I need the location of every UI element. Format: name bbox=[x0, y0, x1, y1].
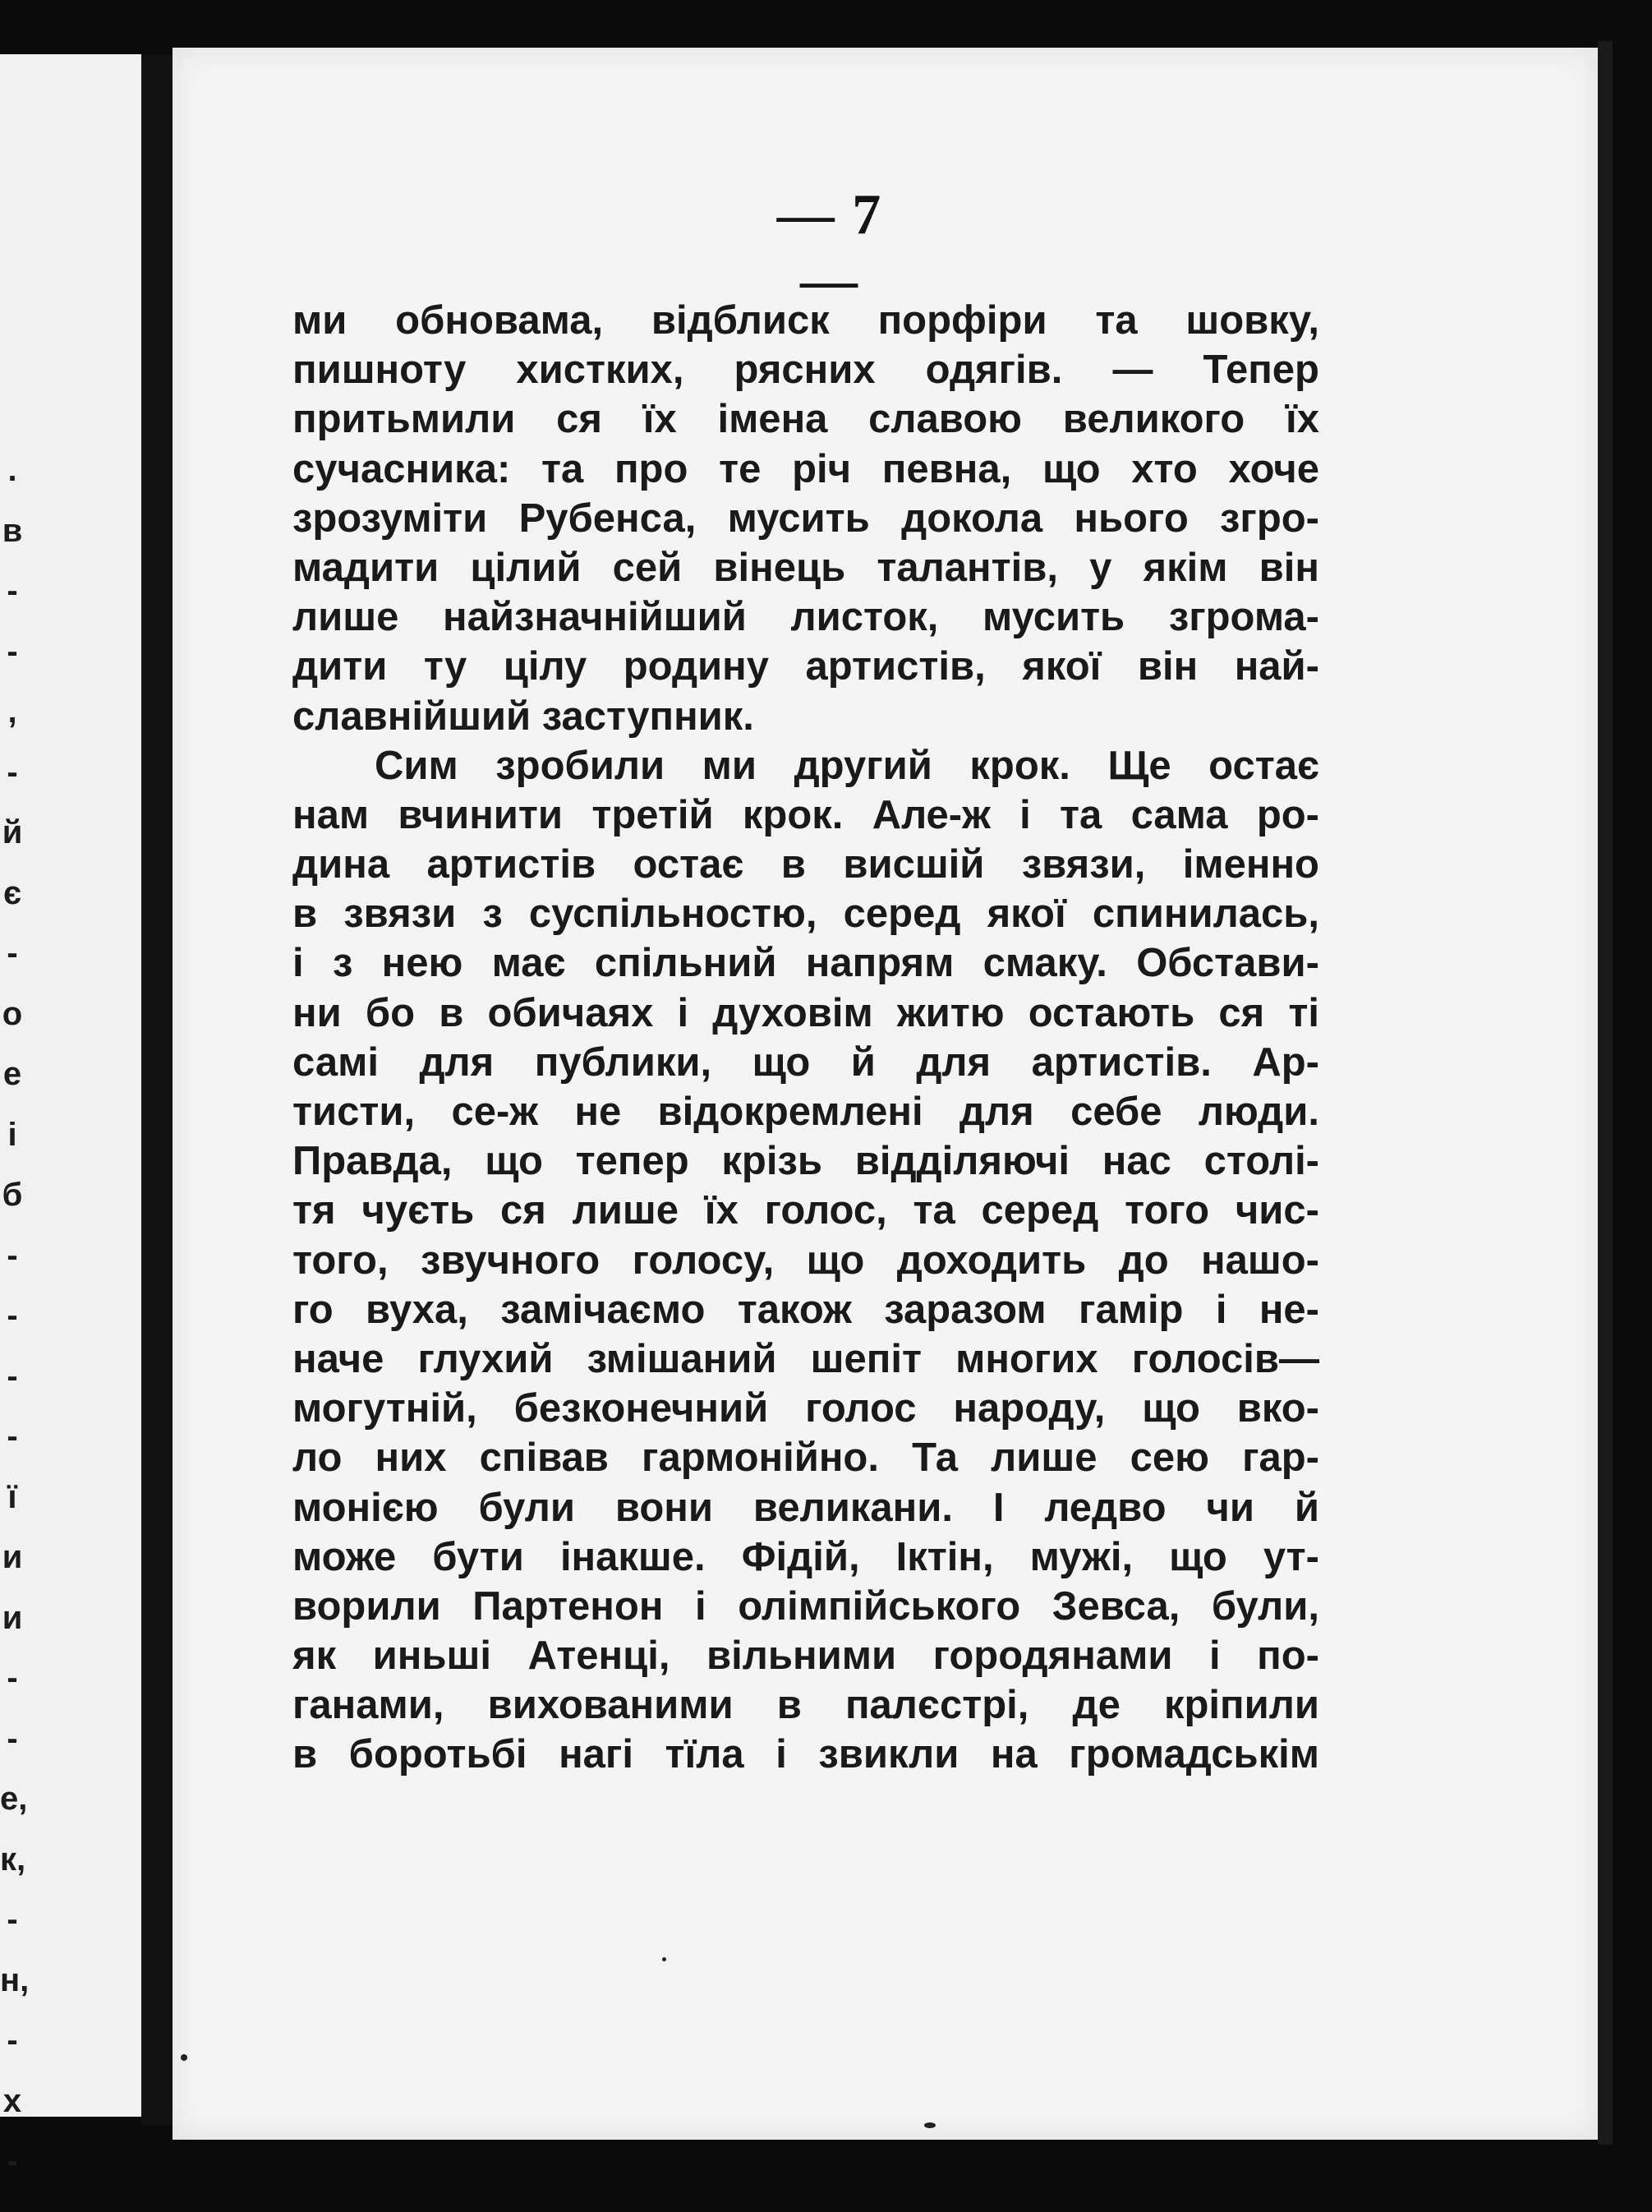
previous-page-char: х bbox=[2, 2082, 22, 2119]
previous-page-char: б bbox=[2, 1177, 23, 1213]
previous-page-char: - bbox=[7, 2143, 18, 2179]
text-line: самі для публики, що й для артистів. Ар- bbox=[292, 1039, 1319, 1085]
book-gutter bbox=[141, 54, 173, 2125]
text-line: в боротьбі нагі тїла і звикли на громадськім bbox=[292, 1732, 1319, 1777]
previous-page-char: и bbox=[2, 1539, 23, 1575]
text-line: лише найзначнійший листок, мусить згрома- bbox=[292, 595, 1319, 640]
previous-page-char: к, bbox=[0, 1841, 26, 1878]
previous-page-char: , bbox=[7, 694, 17, 730]
previous-page-char: е bbox=[2, 1056, 22, 1092]
ink-speck bbox=[181, 2054, 187, 2061]
text-line: ганами, вихованими в палєстрі, де кріпили bbox=[292, 1683, 1319, 1728]
previous-page-char: - bbox=[7, 935, 18, 971]
text-line: зрозуміти Рубенса, мусить докола нього згро- bbox=[292, 495, 1319, 541]
text-line: мадити цілий сей вінець талантів, у якім він bbox=[292, 545, 1319, 590]
text-line: славнійший заступник. bbox=[292, 694, 754, 739]
text-line: ни бо в обичаях і духовім житю остають ся ті bbox=[292, 990, 1319, 1035]
previous-page-char: - bbox=[7, 1720, 18, 1757]
previous-page-char: - bbox=[7, 1237, 18, 1274]
previous-page-char: й bbox=[2, 814, 23, 850]
text-line: як иньші Атенці, вільними городянами і по- bbox=[292, 1634, 1319, 1679]
text-line: того, звучного голосу, що доходить до нашо- bbox=[292, 1237, 1319, 1283]
previous-page-char: е, bbox=[0, 1781, 28, 1817]
previous-page-char: - bbox=[7, 2022, 18, 2058]
text-line: могутній, безконечний голос народу, що вко- bbox=[292, 1386, 1319, 1431]
text-line: тисти, се-ж не відокремлені для себе люди. bbox=[292, 1090, 1319, 1134]
page-right-edge bbox=[1598, 41, 1613, 2145]
text-line: притьмили ся їх імена славою великого їх bbox=[292, 397, 1319, 442]
text-line: го вуха, замічаємо також заразом гамір і не- bbox=[292, 1287, 1319, 1332]
text-line: і з нею має спільний напрям смаку. Обстави- bbox=[292, 941, 1319, 986]
previous-page-char: - bbox=[7, 1357, 18, 1394]
previous-page-char: . bbox=[7, 452, 17, 488]
text-line: нам вчинити третій крок. Але-ж і та сама ро- bbox=[292, 792, 1319, 837]
text-line: пишноту хистких, рясних одягів. — Тепер bbox=[292, 348, 1319, 393]
text-line: в звязи з суспільностю, серед якої спинилась, bbox=[292, 892, 1319, 937]
previous-page-char: ї bbox=[7, 1478, 17, 1515]
previous-page-char: - bbox=[7, 633, 18, 670]
text-line: тя чуєть ся лише їх голос, та серед того чис- bbox=[292, 1188, 1319, 1233]
ink-speck bbox=[662, 1957, 666, 1961]
text-line: Правда, що тепер крізь відділяючі нас столі- bbox=[292, 1139, 1319, 1184]
text-line: ворили Партенон і олімпійського Зевса, були, bbox=[292, 1583, 1319, 1629]
text-line: наче глухий змішаний шепіт многих голосів— bbox=[292, 1336, 1319, 1381]
text-line: ми обновама, відблиск порфіри та шовку, bbox=[292, 298, 1319, 343]
previous-page-char: - bbox=[7, 1418, 18, 1454]
previous-page-char: и bbox=[2, 1599, 23, 1636]
previous-page-char: о bbox=[2, 995, 23, 1032]
text-line: Сим зробили ми другий крок. Ще остає bbox=[375, 743, 1319, 788]
text-line: дити ту цілу родину артистів, якої він най- bbox=[292, 644, 1319, 689]
text-line: сучасника: та про те річ певна, що хто хоче bbox=[292, 446, 1319, 491]
text-line: монією були вони великани. І ледво чи й bbox=[292, 1485, 1319, 1530]
previous-page-char: н, bbox=[0, 1961, 30, 1998]
previous-page-char: - bbox=[7, 573, 18, 609]
ink-speck bbox=[924, 2122, 936, 2128]
previous-page-char: в bbox=[2, 512, 23, 549]
text-line: дина артистів остає в висшій звязи, іменно bbox=[292, 842, 1319, 887]
page-number: — 7 — bbox=[776, 183, 883, 312]
previous-page-edge bbox=[0, 54, 141, 2179]
previous-page-char: - bbox=[7, 1297, 18, 1334]
previous-page-char: - bbox=[7, 1901, 18, 1938]
previous-page-char: - bbox=[7, 753, 18, 790]
text-line: ло них співав гармонійно. Та лише сею гар- bbox=[292, 1435, 1319, 1481]
text-line: може бути інакше. Фідій, Іктін, мужі, що ут- bbox=[292, 1534, 1319, 1579]
previous-page-char: є bbox=[2, 874, 22, 911]
previous-page-char: - bbox=[7, 1660, 18, 1696]
previous-page-char: і bbox=[7, 1116, 17, 1153]
page-body-text bbox=[292, 296, 1319, 1780]
